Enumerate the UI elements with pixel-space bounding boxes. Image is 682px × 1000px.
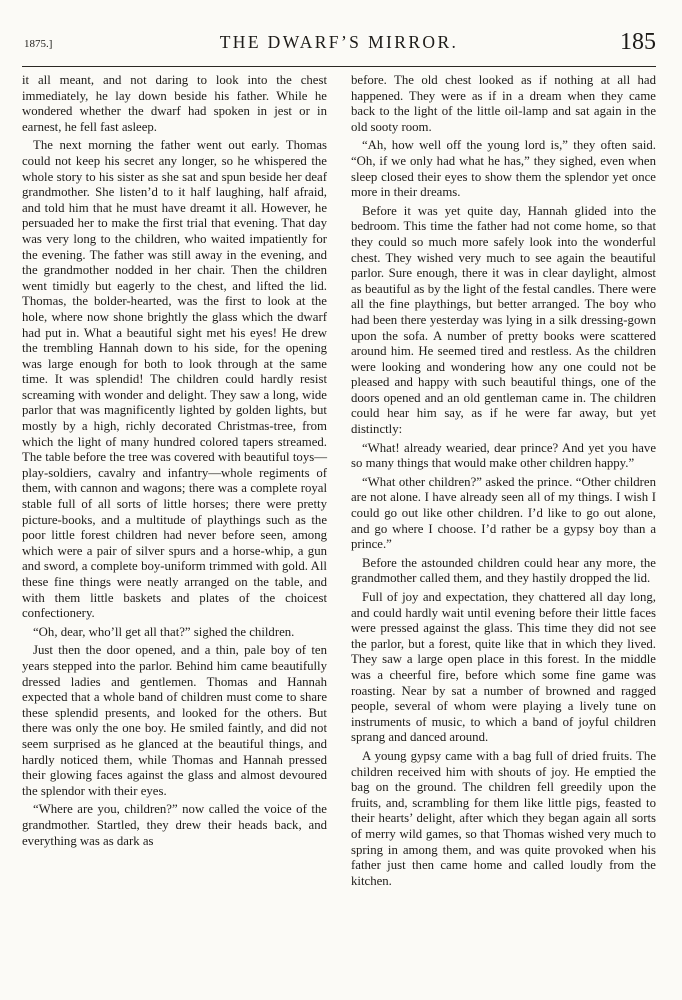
paragraph: “Oh, dear, who’ll get all that?” sighed the children.: [33, 624, 295, 639]
paragraph: Full of joy and expectation, they chattered all day long, and could hardly wait until evening before their little faces were pressed against the glass. This time they did not see the parlor, but a forest, quite like that in which they lived. They saw a large open place in this forest. In the middle was a cheerful fire, before which some fine game was roasting. Near by sat a number of browned and ragged people, several of whom were playing a lively tune on instruments of music, to which a band of joyful children sprang and danced around.: [351, 590, 656, 745]
paragraph: “Where are you, children?” now called the voice of the grandmother. Startled, they drew their heads back, and everything was as dark as: [22, 802, 327, 848]
running-header: [22, 30, 656, 67]
page-number: 185: [620, 29, 656, 55]
paragraph: it all meant, and not daring to look into the chest immediately, he lay down beside his father. While he wondered whether the dwarf had spoken in jest or in earnest, he fell fast asleep.: [22, 73, 327, 134]
header-date: 1875.]: [24, 38, 53, 50]
paragraph: “Ah, how well off the young lord is,” they often said. “Oh, if we only had what he has,” they sighed, even when sleep closed their eyes to show them the splendor yet once more in their dreams.: [351, 138, 656, 200]
paragraph: “What other children?” asked the prince. “Other children are not alone. I have already seen all of my things. I wish I could go out like other children. I’d like to go out alone, and go where I choose. I’d rather be a gypsy boy than a prince.”: [351, 474, 656, 552]
paragraph: Before it was yet quite day, Hannah glided into the bedroom. This time the father had not come home, so that they could so much more safely look into the wonderful chest. They wished very much to see again the beautiful parlor. Sure enough, there it was in clear daylight, almost as beautiful as by the light of the festal candles. There were all the fine playthings, but better arranged. The boy who had been there yesterday was lying in a silk dressing-gown upon the sofa. A number of pretty books were scattered around him. He seemed tired and restless. As the children were looking and wondering how any one could not be pleased and happy with such beautiful things, one of the doors opened and an old gentleman came in. The children could hear him say, as if he were far away, but yet distinctly:: [351, 203, 656, 437]
right-column: [351, 73, 656, 892]
paragraph: before. The old chest looked as if nothing at all had happened. They were as if in a dream when they came back to the light of the little oil-lamp and sat again in the old sooty room.: [351, 73, 656, 134]
left-column: [22, 73, 327, 892]
paragraph: The next morning the father went out early. Thomas could not keep his secret any longer, so he whispered the whole story to his sister as she sat and spun beside her deaf grandmother. She listen’d to it half laughing, half afraid, and told him that he must have dreamt it all. However, he persuaded her to make the first trial that evening. That day was very long to the children, who waited impatiently for the evening. The father was still away in the evening, and the grandmother nodded in her chair. Then the children went timidly but eagerly to the chest, and lifted the lid. Thomas, the bolder-hearted, was the first to look at the hole, where now shone brightly the glass which the dwarf had put in. What a beautiful sight met his eyes! He drew the trembling Hannah down to his side, for the opening was large enough for both to look through at the same time. It was splendid! The children could hardly resist screaming with wonder and delight. They saw a long, wide parlor that was magnificently lighted by golden lights, but mostly by a high, richly decorated Christmas-tree, from which the light of many hundred colored tapers streamed. The table before the tree was covered with beautiful toys—play-soldiers, cavalry and infantry—whole regiments of them, with cannon and wagons; there was a complete royal stable full of all sorts of little horses; there were pretty picture-books, and a multitude of playthings such as the poor little forest children had never before seen, among which were a pair of silver spurs and a horse-whip, a gun and sword, a complete boy-uniform trimmed with gold. All these fine things were neatly arranged on the table, and with them little baskets and plates of the choicest confectionery.: [22, 138, 327, 621]
paragraph: Just then the door opened, and a thin, pale boy of ten years stepped into the parlor. Behind him came beautifully dressed ladies and gentlemen. Thomas and Hannah expected that a whole band of children must come to share these splendid presents, and looked for the others. But there was only the one boy. He smiled faintly, and did not seem surprised as he glanced at the beautiful things, and hardly noticed them, while Thomas and Hannah pressed their glowing faces against the glass and almost devoured the splendor with their eyes.: [22, 643, 327, 798]
header-title: THE DWARF’S MIRROR.: [219, 32, 459, 52]
paragraph: A young gypsy came with a bag full of dried fruits. The children received him with shouts of joy. He emptied the bag on the ground. The children fell greedily upon the fruits, and, scrambling for them like little pigs, feasted to their hearts’ delight, after which they began again all sorts of merry wild games, so that Thomas wished very much to spring in among them, and was quite provoked when his father just then came home and called loudly from the kitchen.: [351, 748, 656, 888]
two-column-body: [22, 73, 656, 892]
paragraph: Before the astounded children could hear any more, the grandmother called them, and they hastily dropped the lid.: [351, 555, 656, 586]
paragraph: “What! already wearied, dear prince? And yet you have so many things that would make other children happy.”: [351, 440, 656, 471]
